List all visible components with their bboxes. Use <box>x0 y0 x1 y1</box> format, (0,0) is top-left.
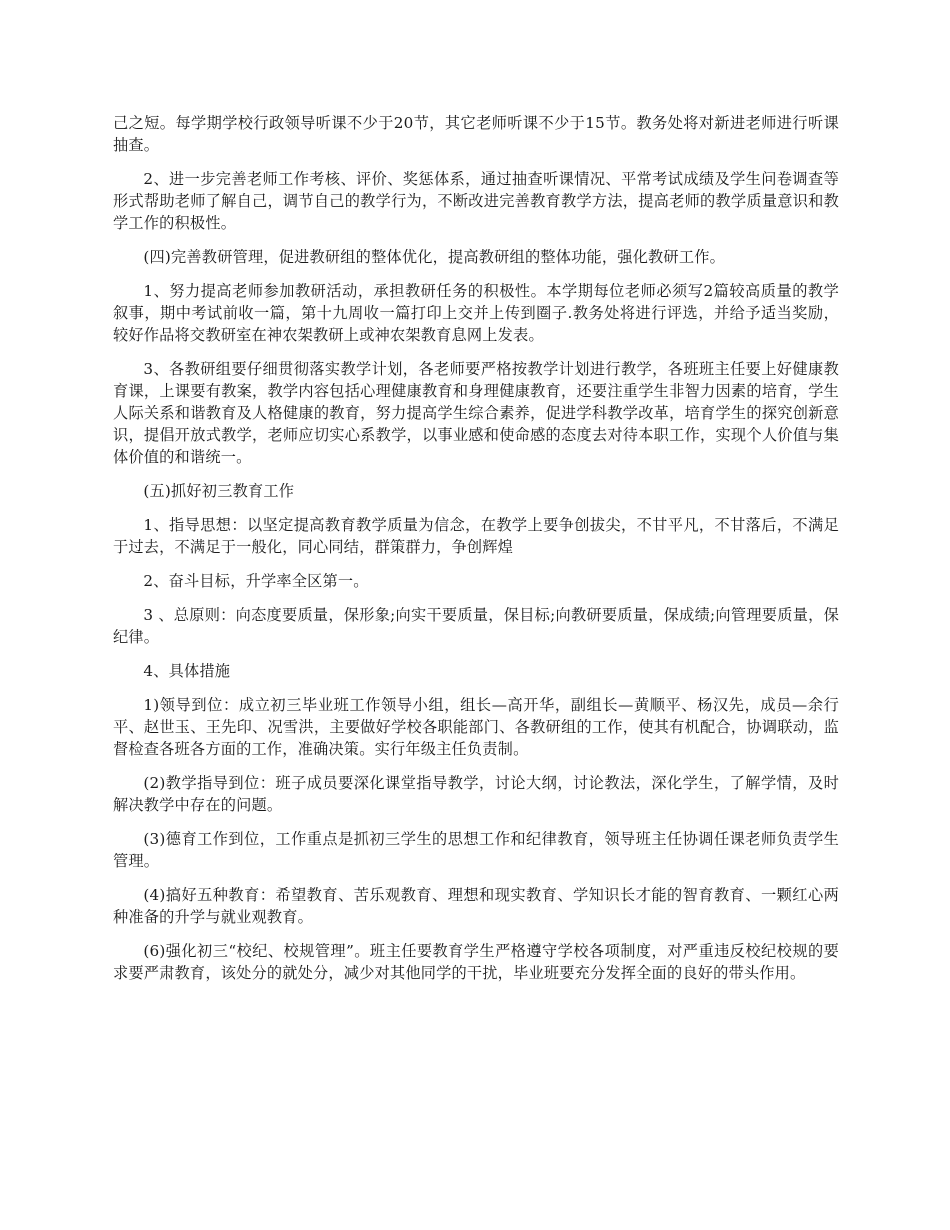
section-heading-grade-nine: (五)抓好初三教育工作 <box>143 482 295 500</box>
paragraph-measures-heading: 4、具体措施 <box>143 662 231 680</box>
paragraph-research-activities: 1、努力提高老师参加教研活动，承担教研任务的积极性。本学期每位老师必须写2篇较高质量的教学叙事，期中考试前收一篇，第十九周收一篇打印上交并上传到圈子.教务处将进行评选，并给予适当奖励，较好作品将交教研室在神农架教研上或神农架教育息网上发表。 <box>113 282 839 344</box>
paragraph-goal: 2、奋斗目标，升学率全区第一。 <box>143 572 369 590</box>
paragraph-teacher-evaluation: 2、进一步完善老师工作考核、评价、奖惩体系，通过抽查听课情况、平常考试成绩及学生问卷调查等形式帮助老师了解自己，调节自己的教学行为，不断改进完善教育教学方法，提高老师的教学质量意识和教学工作的积极性。 <box>113 170 839 232</box>
paragraph-continuation: 己之短。每学期学校行政领导听课不少于20节，其它老师听课不少于15节。教务处将对新进老师进行听课抽查。 <box>113 114 839 154</box>
paragraph-teaching-plan: 3、各教研组要仔细贯彻落实教学计划，各老师要严格按教学计划进行教学，各班班主任要上好健康教育课，上课要有教案，教学内容包括心理健康教育和身理健康教育，还要注重学生非智力因素的培育，学生人际关系和谐教育及人格健康的教育，努力提高学生综合素养，促进学科教学改革，培育学生的探究创新意识，提倡开放式教学，老师应切实心系教学，以事业感和使命感的态度去对待本职工作，实现个人价值与集体价值的和谐统一。 <box>113 360 839 466</box>
paragraph-teaching-guidance: (2)教学指导到位：班子成员要深化课堂指导教学，讨论大纲，讨论教法，深化学生，了解学情，及时解决教学中存在的问题。 <box>113 774 839 814</box>
paragraph-moral-education: (3)德育工作到位，工作重点是抓初三学生的思想工作和纪律教育，领导班主任协调任课老师负责学生管理。 <box>113 830 839 870</box>
paragraph-principles: 3 、总原则：向态度要质量，保形象;向实干要质量，保目标;向教研要质量，保成绩;向管理要质量，保纪律。 <box>113 606 839 646</box>
paragraph-five-educations: (4)搞好五种教育：希望教育、苦乐观教育、理想和现实教育、学知识长才能的智育教育、一颗红心两种准备的升学与就业观教育。 <box>113 886 839 926</box>
paragraph-guiding-thought: 1、指导思想：以坚定提高教育教学质量为信念，在教学上要争创拔尖，不甘平凡，不甘落后，不满足于过去，不满足于一般化，同心同结，群策群力，争创辉煌 <box>113 516 839 556</box>
document-page <box>113 112 839 996</box>
paragraph-discipline: (6)强化初三“校纪、校规管理”。班主任要教育学生严格遵守学校各项制度，对严重违反校纪校规的要求要严肃教育，该处分的就处分，减少对其他同学的干扰，毕业班要充分发挥全面的良好的带头作用。 <box>113 942 839 982</box>
paragraph-leadership: 1)领导到位：成立初三毕业班工作领导小组，组长—高开华，副组长—黄顺平、杨汉先，成员—余行平、赵世玉、王先印、况雪洪，主要做好学校各职能部门、各教研组的工作，使其有机配合，协调联动，监督检查各班各方面的工作，准确决策。实行年级主任负责制。 <box>113 696 839 758</box>
section-heading-research-management: (四)完善教研管理，促进教研组的整体优化，提高教研组的整体功能，强化教研工作。 <box>143 248 725 266</box>
